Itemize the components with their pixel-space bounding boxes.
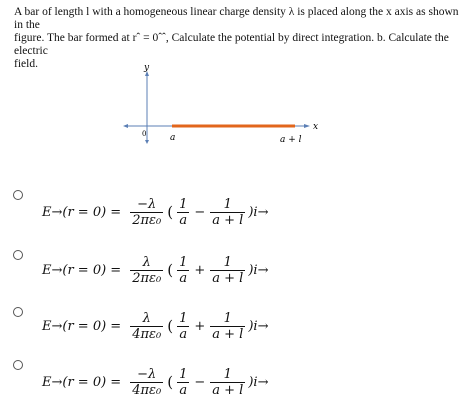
option-tail: )i→ [248, 318, 269, 334]
option-4-radio[interactable] [13, 360, 23, 370]
first-fraction [177, 197, 189, 228]
option-3-equation [42, 304, 268, 348]
operator: − [194, 374, 206, 390]
coef-denominator: 2πε₀ [132, 212, 162, 228]
option-1-radio[interactable] [13, 190, 23, 200]
option-tail: )i→ [248, 204, 269, 220]
second-fraction [210, 197, 245, 228]
f1-denominator: a [179, 326, 188, 342]
question-line-2: figure. The bar formed at rˆ = 0ˆˆ, Calculate the potential by direct integration. b. Calculate the electric [14, 32, 449, 57]
second-fraction [210, 311, 245, 342]
first-fraction [177, 255, 189, 286]
f1-numerator: 1 [179, 196, 188, 212]
f2-denominator: a + l [212, 270, 244, 286]
f1-denominator: a [179, 382, 188, 398]
coef-numerator: −λ [137, 366, 157, 382]
coef-denominator: 4πε₀ [132, 382, 162, 398]
operator: − [194, 204, 206, 220]
option-4-equation [42, 360, 268, 404]
option-3-radio[interactable] [13, 307, 23, 317]
option-1-equation [42, 190, 268, 234]
option-tail: )i→ [248, 374, 269, 390]
f2-numerator: 1 [223, 254, 232, 270]
open-paren: ( [167, 317, 174, 335]
coef-denominator: 4πε₀ [132, 326, 162, 342]
f2-denominator: a + l [212, 326, 244, 342]
coefficient-fraction [130, 367, 163, 398]
open-paren: ( [167, 373, 174, 391]
coef-numerator: −λ [137, 196, 157, 212]
coef-numerator: λ [142, 254, 151, 270]
coef-denominator: 2πε₀ [132, 270, 162, 286]
x-axis-left-arrow [123, 124, 128, 128]
coefficient-fraction [130, 255, 163, 286]
option-lhs: E→(r = 0) = [42, 318, 122, 334]
origin-label: 0 [142, 130, 147, 138]
option-lhs: E→(r = 0) = [42, 262, 122, 278]
a-label: a [170, 133, 176, 143]
first-fraction [177, 311, 189, 342]
question-line-1: A bar of length l with a homogeneous linear charge density λ is placed along the x axis as shown in the [14, 6, 459, 31]
second-fraction [210, 255, 245, 286]
coef-numerator: λ [142, 310, 151, 326]
f2-numerator: 1 [223, 196, 232, 212]
f1-denominator: a [179, 270, 188, 286]
f1-numerator: 1 [179, 366, 188, 382]
option-tail: )i→ [248, 262, 269, 278]
option-2-radio[interactable] [13, 250, 23, 260]
f2-denominator: a + l [212, 382, 244, 398]
f1-numerator: 1 [179, 310, 188, 326]
a-plus-l-label: a + l [280, 135, 302, 145]
f2-numerator: 1 [223, 366, 232, 382]
open-paren: ( [167, 261, 174, 279]
option-lhs: E→(r = 0) = [42, 374, 122, 390]
y-axis-down-arrow [145, 140, 149, 144]
f1-denominator: a [179, 212, 188, 228]
x-axis-arrow [304, 124, 310, 128]
operator: + [194, 262, 206, 278]
y-axis-label: y [144, 63, 150, 73]
first-fraction [177, 367, 189, 398]
coefficient-fraction [130, 311, 163, 342]
open-paren: ( [167, 203, 174, 221]
f2-numerator: 1 [223, 310, 232, 326]
x-axis-label: x [313, 122, 319, 132]
coefficient-fraction [130, 197, 163, 228]
option-lhs: E→(r = 0) = [42, 204, 122, 220]
operator: + [194, 318, 206, 334]
question-line-3: field. [14, 58, 38, 70]
f1-numerator: 1 [179, 254, 188, 270]
second-fraction [210, 367, 245, 398]
option-2-equation [42, 248, 268, 292]
f2-denominator: a + l [212, 212, 244, 228]
charge-bar-figure [120, 62, 330, 152]
